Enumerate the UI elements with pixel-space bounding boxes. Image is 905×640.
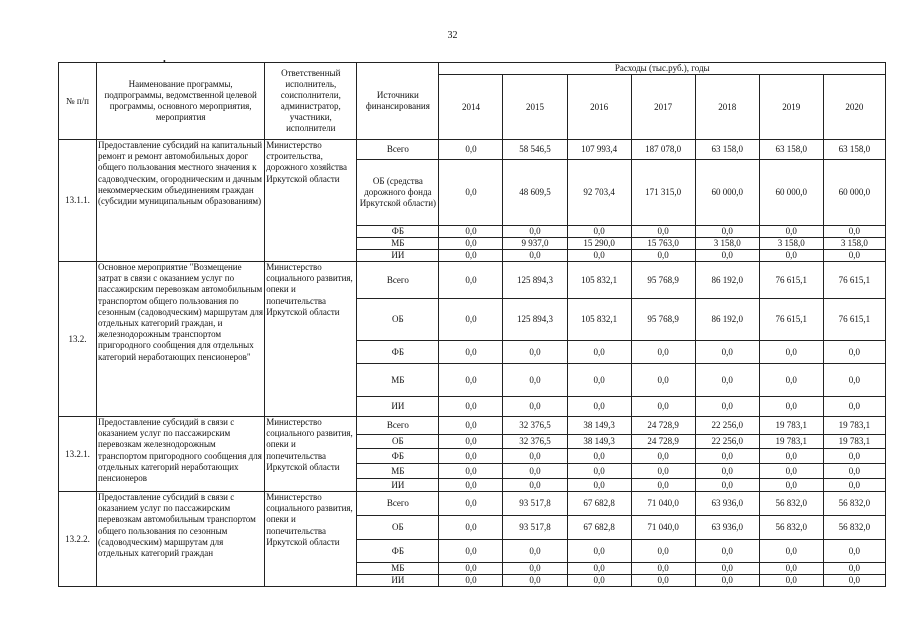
funding-source: ОБ xyxy=(357,516,439,540)
expense-value: 95 768,9 xyxy=(631,262,695,299)
expense-value: 38 149,3 xyxy=(567,435,631,449)
funding-source: МБ xyxy=(357,464,439,479)
expense-value: 24 728,9 xyxy=(631,435,695,449)
expense-value: 0,0 xyxy=(439,516,503,540)
header-year: 2014 xyxy=(439,75,503,140)
expense-value: 171 315,0 xyxy=(631,160,695,226)
expense-value: 86 192,0 xyxy=(695,299,759,341)
funding-source: ФБ xyxy=(357,449,439,464)
expense-value: 0,0 xyxy=(567,575,631,587)
row-number: 13.2. xyxy=(59,262,97,417)
expense-value: 0,0 xyxy=(503,464,567,479)
expense-value: 3 158,0 xyxy=(759,238,823,250)
header-year: 2015 xyxy=(503,75,567,140)
expense-value: 22 256,0 xyxy=(695,435,759,449)
expense-value: 93 517,8 xyxy=(503,492,567,516)
expense-value: 0,0 xyxy=(823,341,885,364)
expense-value: 56 832,0 xyxy=(823,516,885,540)
expense-value: 0,0 xyxy=(759,397,823,417)
table-row xyxy=(59,262,886,299)
expense-value: 0,0 xyxy=(759,540,823,563)
funding-source: Всего xyxy=(357,492,439,516)
expense-value: 0,0 xyxy=(567,226,631,238)
expense-value: 0,0 xyxy=(503,449,567,464)
expense-value: 76 615,1 xyxy=(759,299,823,341)
expense-value: 0,0 xyxy=(631,397,695,417)
expense-value: 0,0 xyxy=(695,479,759,492)
expense-value: 24 728,9 xyxy=(631,417,695,435)
budget-table xyxy=(58,62,886,587)
expense-value: 19 783,1 xyxy=(823,417,885,435)
expense-value: 0,0 xyxy=(503,397,567,417)
expense-value: 71 040,0 xyxy=(631,516,695,540)
expense-value: 0,0 xyxy=(503,364,567,397)
expense-value: 48 609,5 xyxy=(503,160,567,226)
funding-source: ИИ xyxy=(357,479,439,492)
funding-source: ОБ xyxy=(357,435,439,449)
expense-value: 0,0 xyxy=(503,479,567,492)
header-name: Наименование программы, подпрограммы, ведомственной целевой программы, основного мероприятия, мероприятия xyxy=(97,63,265,140)
expense-value: 0,0 xyxy=(823,464,885,479)
expense-value: 0,0 xyxy=(823,479,885,492)
funding-source: Всего xyxy=(357,140,439,160)
responsible-executor: Министерство социального развития, опеки и попечительства Иркутской области xyxy=(265,417,357,492)
expense-value: 0,0 xyxy=(439,464,503,479)
expense-value: 0,0 xyxy=(695,563,759,575)
responsible-executor: Министерство социального развития, опеки и попечительства Иркутской области xyxy=(265,492,357,587)
expense-value: 0,0 xyxy=(439,226,503,238)
expense-value: 0,0 xyxy=(823,397,885,417)
expense-value: 0,0 xyxy=(503,540,567,563)
expense-value: 0,0 xyxy=(759,226,823,238)
expense-value: 0,0 xyxy=(439,435,503,449)
expense-value: 76 615,1 xyxy=(823,299,885,341)
expense-value: 0,0 xyxy=(439,479,503,492)
expense-value: 0,0 xyxy=(567,563,631,575)
expense-value: 0,0 xyxy=(695,250,759,262)
header-year: 2017 xyxy=(631,75,695,140)
expense-value: 0,0 xyxy=(439,575,503,587)
expense-value: 63 936,0 xyxy=(695,492,759,516)
expense-value: 0,0 xyxy=(695,226,759,238)
expense-value: 0,0 xyxy=(439,250,503,262)
expense-value: 15 763,0 xyxy=(631,238,695,250)
measure-name: Предоставление субсидий на капитальный ремонт и ремонт автомобильных дорог общего пользования местного значения к садоводческим, огородническим и дачным некоммерческим объединениям граждан (субсидии муниципальным образованиям) xyxy=(97,140,265,262)
expense-value: 60 000,0 xyxy=(823,160,885,226)
expense-value: 0,0 xyxy=(695,575,759,587)
scan-dot: • xyxy=(163,57,166,66)
funding-source: ФБ xyxy=(357,226,439,238)
expense-value: 0,0 xyxy=(631,540,695,563)
expense-value: 32 376,5 xyxy=(503,435,567,449)
expense-value: 0,0 xyxy=(823,364,885,397)
expense-value: 0,0 xyxy=(759,479,823,492)
expense-value: 58 546,5 xyxy=(503,140,567,160)
header-sources: Источники финансирования xyxy=(357,63,439,140)
expense-value: 0,0 xyxy=(567,364,631,397)
expense-value: 56 832,0 xyxy=(759,516,823,540)
expense-value: 0,0 xyxy=(759,364,823,397)
header-year: 2016 xyxy=(567,75,631,140)
expense-value: 63 158,0 xyxy=(759,140,823,160)
expense-value: 105 832,1 xyxy=(567,299,631,341)
funding-source: Всего xyxy=(357,262,439,299)
expense-value: 0,0 xyxy=(695,341,759,364)
measure-name: Предоставление субсидий в связи с оказанием услуг по пассажирским перевозкам железнодорожным транспортом пригородного сообщения для отдельных категорий неработающих пенсионеров xyxy=(97,417,265,492)
expense-value: 0,0 xyxy=(503,250,567,262)
expense-value: 19 783,1 xyxy=(759,417,823,435)
expense-value: 0,0 xyxy=(503,575,567,587)
funding-source: Всего xyxy=(357,417,439,435)
expense-value: 32 376,5 xyxy=(503,417,567,435)
expense-value: 0,0 xyxy=(695,364,759,397)
expense-value: 0,0 xyxy=(439,563,503,575)
expense-value: 0,0 xyxy=(439,540,503,563)
funding-source: ИИ xyxy=(357,250,439,262)
expense-value: 60 000,0 xyxy=(759,160,823,226)
expense-value: 0,0 xyxy=(631,226,695,238)
expense-value: 0,0 xyxy=(695,449,759,464)
funding-source: МБ xyxy=(357,238,439,250)
expense-value: 0,0 xyxy=(631,479,695,492)
expense-value: 0,0 xyxy=(439,417,503,435)
expense-value: 0,0 xyxy=(439,262,503,299)
table-row xyxy=(59,492,886,516)
expense-value: 0,0 xyxy=(503,226,567,238)
expense-value: 187 078,0 xyxy=(631,140,695,160)
funding-source: МБ xyxy=(357,364,439,397)
expense-value: 0,0 xyxy=(823,540,885,563)
expense-value: 0,0 xyxy=(567,397,631,417)
funding-source: МБ xyxy=(357,563,439,575)
funding-source: ИИ xyxy=(357,575,439,587)
expense-value: 0,0 xyxy=(439,341,503,364)
expense-value: 0,0 xyxy=(695,464,759,479)
expense-value: 0,0 xyxy=(439,492,503,516)
expense-value: 3 158,0 xyxy=(823,238,885,250)
expense-value: 0,0 xyxy=(631,250,695,262)
expense-value: 125 894,3 xyxy=(503,299,567,341)
expense-value: 56 832,0 xyxy=(823,492,885,516)
expense-value: 0,0 xyxy=(567,479,631,492)
header-expenses: Расходы (тыс.руб.), годы xyxy=(439,63,886,75)
expense-value: 0,0 xyxy=(759,464,823,479)
expense-value: 0,0 xyxy=(567,449,631,464)
expense-value: 92 703,4 xyxy=(567,160,631,226)
expense-value: 0,0 xyxy=(567,464,631,479)
expense-value: 3 158,0 xyxy=(695,238,759,250)
expense-value: 71 040,0 xyxy=(631,492,695,516)
expense-value: 63 936,0 xyxy=(695,516,759,540)
expense-value: 0,0 xyxy=(823,563,885,575)
expense-value: 0,0 xyxy=(759,563,823,575)
expense-value: 0,0 xyxy=(759,575,823,587)
table-row xyxy=(59,417,886,435)
expense-value: 0,0 xyxy=(567,341,631,364)
expense-value: 0,0 xyxy=(439,160,503,226)
expense-value: 0,0 xyxy=(567,250,631,262)
table-header xyxy=(59,63,886,140)
expense-value: 67 682,8 xyxy=(567,492,631,516)
row-number: 13.2.1. xyxy=(59,417,97,492)
funding-source: ОБ (средства дорожного фонда Иркутской области) xyxy=(357,160,439,226)
expense-value: 0,0 xyxy=(439,397,503,417)
header-responsible: Ответственный исполнитель, соисполнители, администратор, участники, исполнители xyxy=(265,63,357,140)
expense-value: 0,0 xyxy=(439,364,503,397)
expense-value: 0,0 xyxy=(567,540,631,563)
expense-value: 95 768,9 xyxy=(631,299,695,341)
expense-value: 0,0 xyxy=(439,140,503,160)
expense-value: 56 832,0 xyxy=(759,492,823,516)
funding-source: ИИ xyxy=(357,397,439,417)
expense-value: 0,0 xyxy=(823,575,885,587)
page-number: 32 xyxy=(447,30,458,41)
measure-name: Предоставление субсидий в связи с оказанием услуг по пассажирским перевозкам автомобильным транспортом общего пользования по сезонным (садоводческим) маршрутам для отдельных категорий граждан xyxy=(97,492,265,587)
expense-value: 0,0 xyxy=(631,464,695,479)
expense-value: 60 000,0 xyxy=(695,160,759,226)
header-num: № п/п xyxy=(59,63,97,140)
expense-value: 19 783,1 xyxy=(759,435,823,449)
responsible-executor: Министерство социального развития, опеки и попечительства Иркутской области xyxy=(265,262,357,417)
expense-value: 22 256,0 xyxy=(695,417,759,435)
expense-value: 0,0 xyxy=(439,299,503,341)
expense-value: 76 615,1 xyxy=(823,262,885,299)
expense-value: 19 783,1 xyxy=(823,435,885,449)
header-year: 2019 xyxy=(759,75,823,140)
expense-value: 125 894,3 xyxy=(503,262,567,299)
expense-value: 76 615,1 xyxy=(759,262,823,299)
header-year: 2020 xyxy=(823,75,885,140)
expense-value: 0,0 xyxy=(439,238,503,250)
row-number: 13.1.1. xyxy=(59,140,97,262)
expense-value: 105 832,1 xyxy=(567,262,631,299)
expense-value: 0,0 xyxy=(759,449,823,464)
expense-value: 63 158,0 xyxy=(695,140,759,160)
expense-value: 0,0 xyxy=(823,226,885,238)
expense-value: 0,0 xyxy=(503,563,567,575)
expense-value: 63 158,0 xyxy=(823,140,885,160)
expense-value: 0,0 xyxy=(631,563,695,575)
expense-value: 0,0 xyxy=(759,341,823,364)
funding-source: ФБ xyxy=(357,540,439,563)
expense-value: 0,0 xyxy=(695,397,759,417)
expense-value: 15 290,0 xyxy=(567,238,631,250)
expense-value: 0,0 xyxy=(759,250,823,262)
header-year: 2018 xyxy=(695,75,759,140)
expense-value: 38 149,3 xyxy=(567,417,631,435)
expense-value: 0,0 xyxy=(695,540,759,563)
expense-value: 0,0 xyxy=(631,449,695,464)
funding-source: ОБ xyxy=(357,299,439,341)
expense-value: 93 517,8 xyxy=(503,516,567,540)
table-body xyxy=(59,140,886,587)
expense-value: 0,0 xyxy=(631,364,695,397)
table-row xyxy=(59,140,886,160)
expense-value: 9 937,0 xyxy=(503,238,567,250)
expense-value: 0,0 xyxy=(823,449,885,464)
expense-value: 0,0 xyxy=(631,341,695,364)
row-number: 13.2.2. xyxy=(59,492,97,587)
expense-value: 86 192,0 xyxy=(695,262,759,299)
responsible-executor: Министерство строительства, дорожного хозяйства Иркутской области xyxy=(265,140,357,262)
expense-value: 0,0 xyxy=(631,575,695,587)
expense-value: 0,0 xyxy=(823,250,885,262)
expense-value: 67 682,8 xyxy=(567,516,631,540)
expense-value: 107 993,4 xyxy=(567,140,631,160)
measure-name: Основное мероприятие "Возмещение затрат в связи с оказанием услуг по пассажирским перевозкам автомобильным транспортом общего пользования по сезонным (садоводческим) маршрутам для отдельных категорий граждан, и железнодорожным транспортом пригородного сообщения для отдельных категорий неработающих пенсионеров" xyxy=(97,262,265,417)
expense-value: 0,0 xyxy=(503,341,567,364)
funding-source: ФБ xyxy=(357,341,439,364)
expense-value: 0,0 xyxy=(439,449,503,464)
